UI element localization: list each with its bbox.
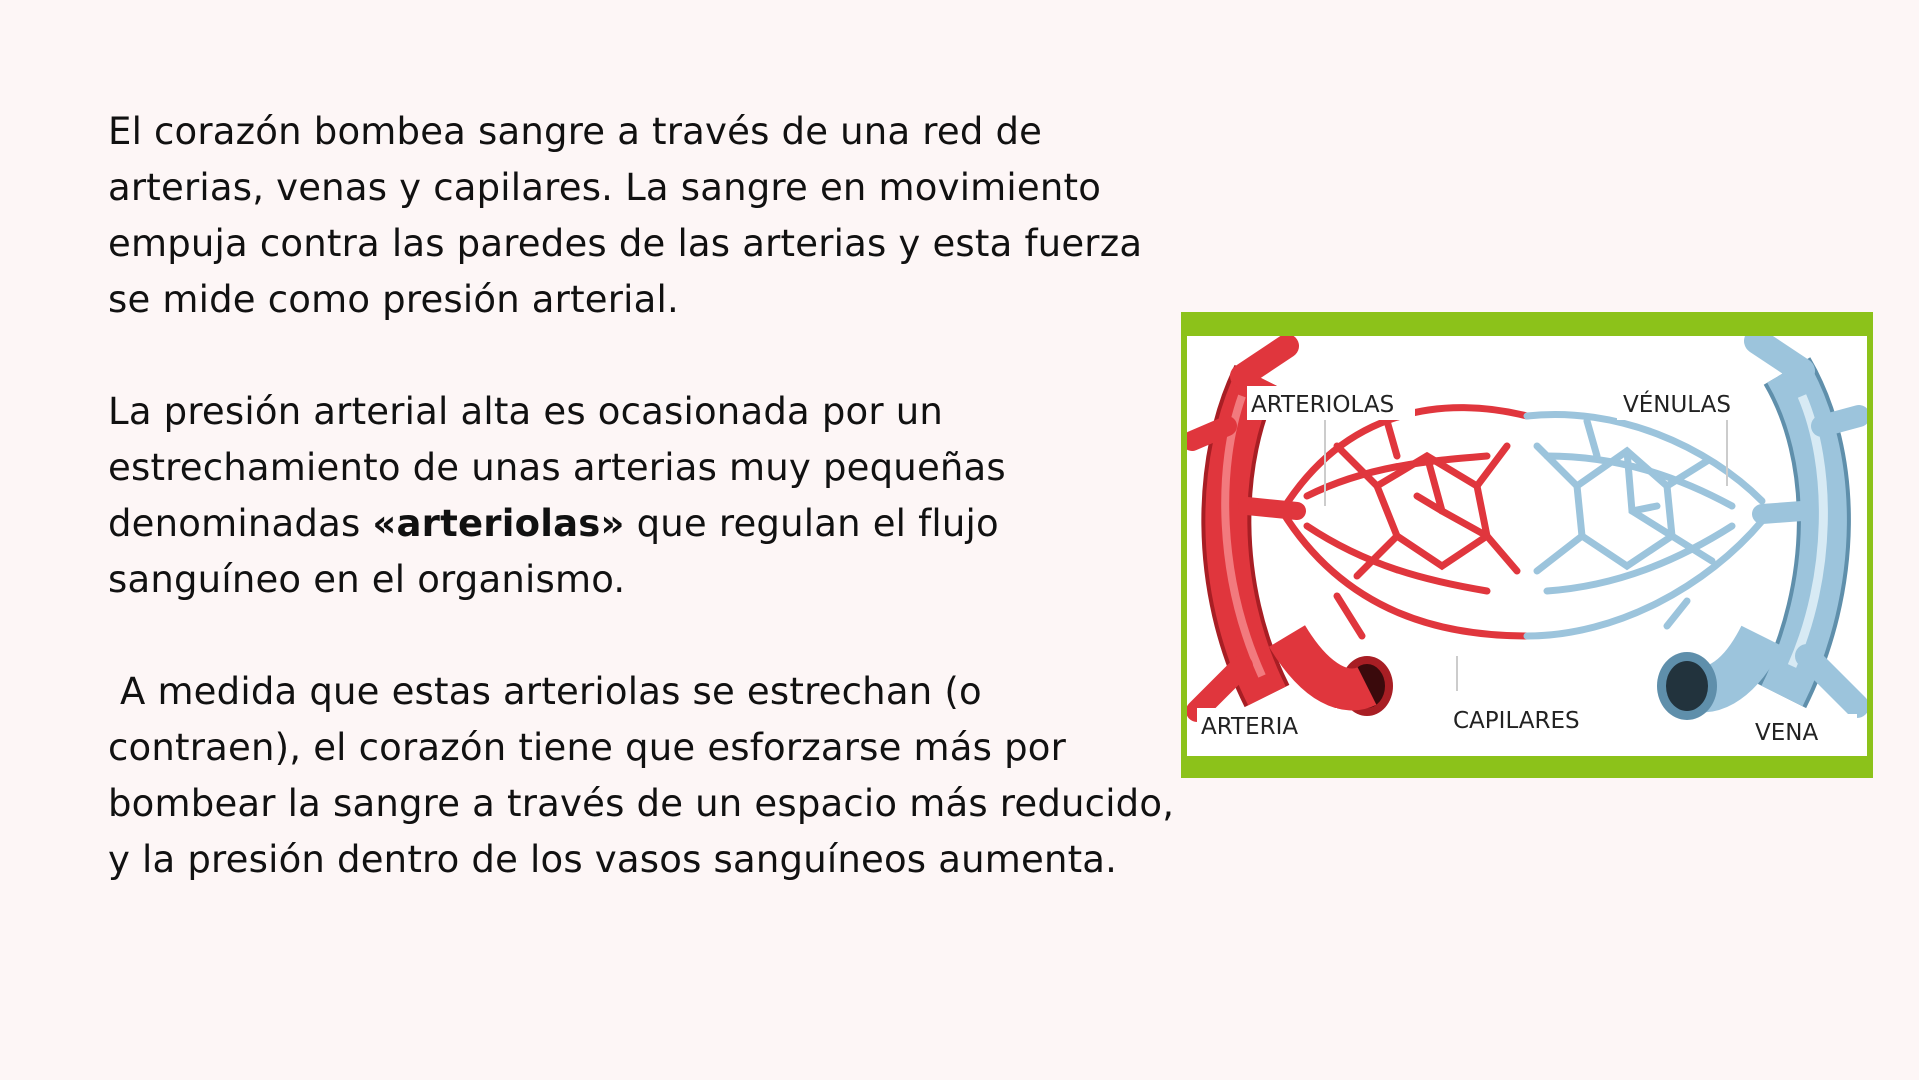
circulation-illustration bbox=[1187, 336, 1867, 756]
paragraph-3: A medida que estas arteriolas se estrechan (o contraen), el corazón tiene que esforzarse más por bombear la sangre a través de un espacio más reducido, y la presión dentro de los vasos sanguíneos aumenta. bbox=[108, 670, 1187, 881]
paragraph-2-intro: La presión arterial alta es ocasionada por un estrechamiento de unas arterias muy pequeñas denominadas bbox=[108, 390, 1006, 545]
label-vena: VENA bbox=[1755, 720, 1819, 746]
text-content bbox=[108, 104, 1187, 888]
label-venulas: VÉNULAS bbox=[1623, 392, 1731, 418]
label-arteria: ARTERIA bbox=[1201, 714, 1299, 740]
circulation-diagram bbox=[1181, 312, 1873, 778]
paragraph-2-rest: que regulan el flujo sanguíneo en el organismo. bbox=[108, 502, 999, 601]
paragraph-1: El corazón bombea sangre a través de una red de arterias, venas y capilares. La sangre en movimiento empuja contra las paredes de las arterias y esta fuerza se mide como presión arterial. bbox=[108, 110, 1143, 321]
arteriolas-term: «arteriolas» bbox=[372, 502, 625, 545]
label-capilares: CAPILARES bbox=[1453, 708, 1580, 734]
paragraph-2 bbox=[108, 384, 1183, 608]
label-arteriolas: ARTERIOLAS bbox=[1251, 392, 1395, 418]
